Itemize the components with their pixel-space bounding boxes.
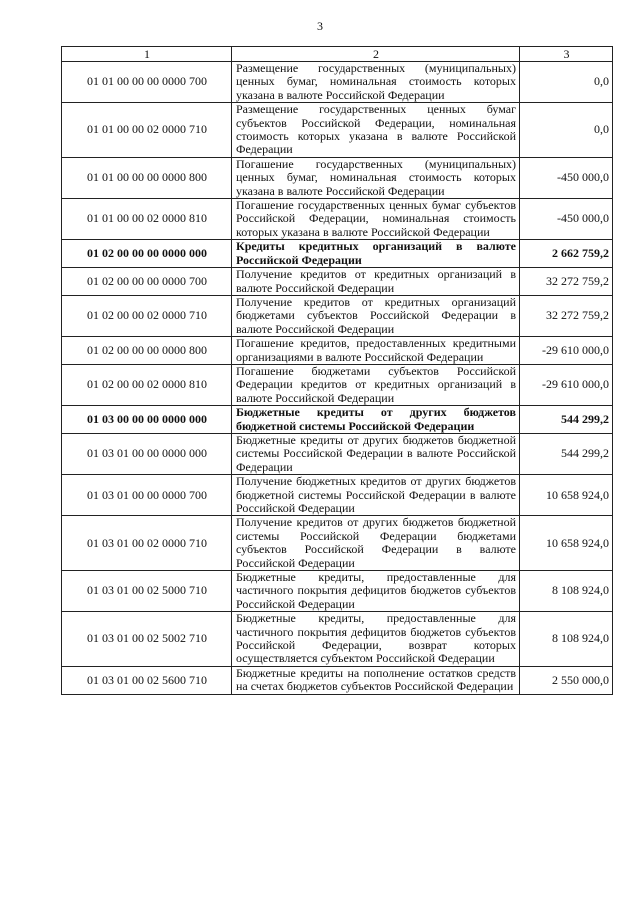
cell-code: 01 03 01 00 00 0000 000: [62, 433, 232, 474]
cell-amount: 2 550 000,0: [520, 666, 613, 694]
cell-amount: 8 108 924,0: [520, 571, 613, 612]
cell-code: 01 03 01 00 02 5000 710: [62, 571, 232, 612]
cell-name: Размещение государственных (муниципальных) ценных бумаг, номинальная стоимость которых указана в валюте Российской Федерации: [232, 62, 520, 103]
table-row: [62, 571, 613, 612]
table-row: [62, 240, 613, 268]
cell-name: Погашение государственных ценных бумаг субъектов Российской Федерации, номинальная стоимость которых указана в валюте Российской Федерации: [232, 199, 520, 240]
table-row: [62, 268, 613, 296]
table-row: [62, 364, 613, 405]
cell-amount: 544 299,2: [520, 406, 613, 434]
table-row: [62, 295, 613, 336]
cell-code: 01 02 00 00 02 0000 710: [62, 295, 232, 336]
column-header-code: 1: [62, 47, 232, 62]
page-number: 3: [317, 19, 323, 33]
cell-name: Размещение государственных ценных бумаг субъектов Российской Федерации, номинальная стоимость которых указана в валюте Российской Федерации: [232, 103, 520, 158]
table-row: [62, 475, 613, 516]
table-header-row: [62, 47, 613, 62]
cell-code: 01 02 00 00 00 0000 000: [62, 240, 232, 268]
table-row: [62, 612, 613, 667]
table-row: [62, 406, 613, 434]
table-row: [62, 433, 613, 474]
cell-amount: -450 000,0: [520, 157, 613, 198]
cell-name: Погашение кредитов, предоставленных кредитными организациями в валюте Российской Федерации: [232, 337, 520, 365]
cell-code: 01 01 00 00 02 0000 710: [62, 103, 232, 158]
cell-amount: 0,0: [520, 62, 613, 103]
cell-amount: 10 658 924,0: [520, 516, 613, 571]
table-row: [62, 337, 613, 365]
cell-name: Погашение государственных (муниципальных) ценных бумаг, номинальная стоимость которых указана в валюте Российской Федерации: [232, 157, 520, 198]
table-row: [62, 62, 613, 103]
cell-code: 01 01 00 00 02 0000 810: [62, 199, 232, 240]
column-header-amount: 3: [520, 47, 613, 62]
cell-amount: -450 000,0: [520, 199, 613, 240]
budget-sources-table: [61, 46, 613, 695]
cell-code: 01 02 00 00 00 0000 800: [62, 337, 232, 365]
cell-name: Получение кредитов от кредитных организаций в валюте Российской Федерации: [232, 268, 520, 296]
cell-code: 01 03 00 00 00 0000 000: [62, 406, 232, 434]
cell-amount: 10 658 924,0: [520, 475, 613, 516]
cell-name: Бюджетные кредиты от других бюджетов бюджетной системы Российской Федерации в валюте Российской Федерации: [232, 433, 520, 474]
cell-code: 01 03 01 00 02 5002 710: [62, 612, 232, 667]
cell-amount: 8 108 924,0: [520, 612, 613, 667]
cell-name: Погашение бюджетами субъектов Российской Федерации кредитов от кредитных организаций в валюте Российской Федерации: [232, 364, 520, 405]
cell-code: 01 01 00 00 00 0000 800: [62, 157, 232, 198]
cell-code: 01 02 00 00 02 0000 810: [62, 364, 232, 405]
cell-name: Бюджетные кредиты, предоставленные для частичного покрытия дефицитов бюджетов субъектов Российской Федерации, возврат которых осуществляется субъектом Российской Федерации: [232, 612, 520, 667]
cell-amount: 544 299,2: [520, 433, 613, 474]
cell-code: 01 03 01 00 02 5600 710: [62, 666, 232, 694]
table-row: [62, 157, 613, 198]
cell-code: 01 01 00 00 00 0000 700: [62, 62, 232, 103]
cell-name: Получение кредитов от других бюджетов бюджетной системы Российской Федерации бюджетами субъектов Российской Федерации в валюте Российской Федерации: [232, 516, 520, 571]
table-row: [62, 516, 613, 571]
table-row: [62, 103, 613, 158]
cell-name: Кредиты кредитных организаций в валюте Российской Федерации: [232, 240, 520, 268]
cell-code: 01 03 01 00 00 0000 700: [62, 475, 232, 516]
cell-amount: 32 272 759,2: [520, 295, 613, 336]
cell-amount: 32 272 759,2: [520, 268, 613, 296]
cell-amount: 2 662 759,2: [520, 240, 613, 268]
cell-code: 01 03 01 00 02 0000 710: [62, 516, 232, 571]
cell-amount: 0,0: [520, 103, 613, 158]
table-row: [62, 199, 613, 240]
cell-name: Получение бюджетных кредитов от других бюджетов бюджетной системы Российской Федерации в валюте Российской Федерации: [232, 475, 520, 516]
cell-code: 01 02 00 00 00 0000 700: [62, 268, 232, 296]
cell-amount: -29 610 000,0: [520, 364, 613, 405]
cell-name: Получение кредитов от кредитных организаций бюджетами субъектов Российской Федерации в валюте Российской Федерации: [232, 295, 520, 336]
table-row: [62, 666, 613, 694]
cell-amount: -29 610 000,0: [520, 337, 613, 365]
cell-name: Бюджетные кредиты на пополнение остатков средств на счетах бюджетов субъектов Российской Федерации: [232, 666, 520, 694]
cell-name: Бюджетные кредиты от других бюджетов бюджетной системы Российской Федерации: [232, 406, 520, 434]
cell-name: Бюджетные кредиты, предоставленные для частичного покрытия дефицитов бюджетов субъектов Российской Федерации: [232, 571, 520, 612]
column-header-name: 2: [232, 47, 520, 62]
